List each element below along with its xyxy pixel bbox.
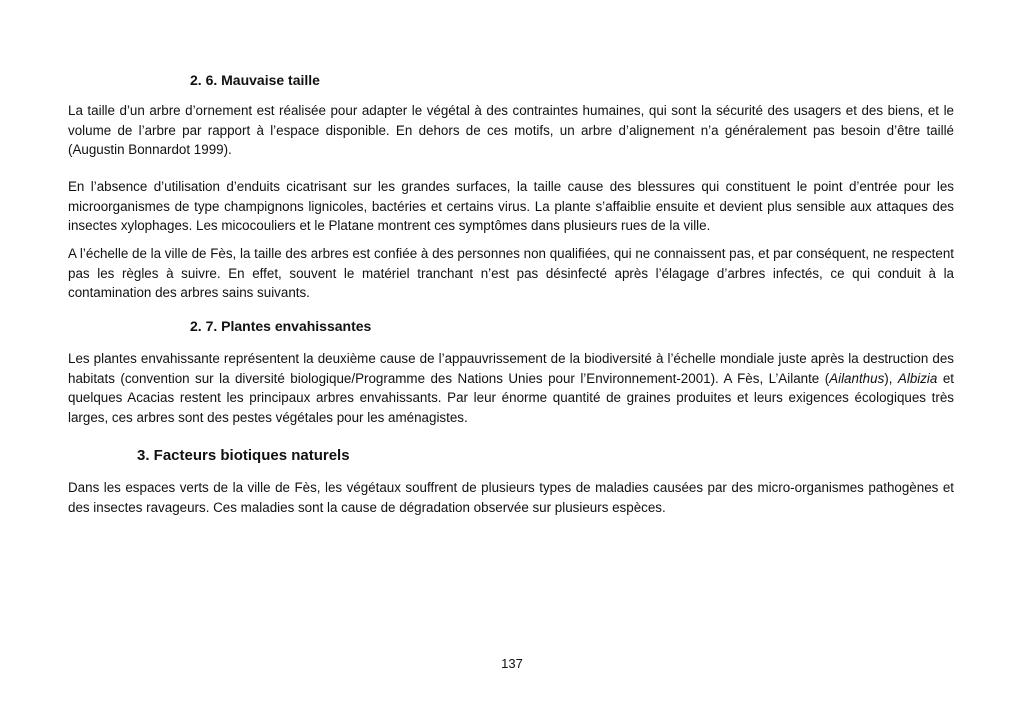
paragraph-pruning-wounds: En l’absence d’utilisation d’enduits cicatrisant sur les grandes surfaces, la taille cause des blessures qui constituent le point d’entrée pour les microorganismes de type champignons lignicoles, bactéries et certains virus. La plante s’affaiblie ensuite et devient plus sensible aux attaques des insectes xylophages. Les micocouliers et le Platane montrent ces symptômes dans plusieurs rues de la ville. (68, 179, 954, 233)
section-heading-2-6: 2. 6. Mauvaise taille (190, 72, 320, 88)
paragraph-pruning-purpose: La taille d’un arbre d’ornement est réalisée pour adapter le végétal à des contraintes humaines, qui sont la sécurité des usagers et des biens, et le volume de l’arbre par rapport à l’espace disponible. En dehors de ces motifs, un arbre d’alignement n’a généralement pas besoin d’être taillé (Augustin Bonnardot 1999). (68, 103, 954, 157)
paragraph-biotic-factors: Dans les espaces verts de la ville de Fès, les végétaux souffrent de plusieurs types de maladies causées par des micro-organismes pathogènes et des insectes ravageurs. Ces maladies sont la cause de dégradation observée sur plusieurs espèces. (68, 480, 954, 515)
species-name-albizia: Albizia (897, 370, 938, 386)
page-number: 137 (501, 656, 523, 671)
paragraph-pruning-fes: A l’échelle de la ville de Fès, la taille des arbres est confiée à des personnes non qualifiées, qui ne connaissent pas, et par conséquent, ne respectent pas les règles à suivre. En effet, souvent le matériel tranchant n’est pas désinfecté après l’élagage d’arbres infectés, ce qui conduit à la contamination des arbres sains suivants. (68, 246, 954, 300)
species-name-ailanthus: Ailanthus (829, 370, 885, 386)
section-heading-3: 3. Facteurs biotiques naturels (137, 447, 350, 464)
paragraph-invasive-text-2: ), (884, 370, 898, 386)
paragraph-invasive-text-1: Les plantes envahissante représentent la deuxième cause de l’appauvrissement de la biodiversité à l’échelle mondiale juste après la destruction des habitats (convention sur la diversité biologique/Programme des Nations Unies pour l’Environnement-2001). A Fès, L’Ailante ( (68, 351, 954, 386)
paragraph-invasive-text-3: et quelques Acacias restent les principaux arbres envahissants. Par leur énorme quantité de graines produites et leurs exigences écologiques très larges, ces arbres sont des pestes végétales pour les aménagistes. (68, 370, 954, 425)
section-heading-2-7: 2. 7. Plantes envahissantes (190, 318, 372, 334)
paragraph-invasive-plants (68, 349, 954, 427)
